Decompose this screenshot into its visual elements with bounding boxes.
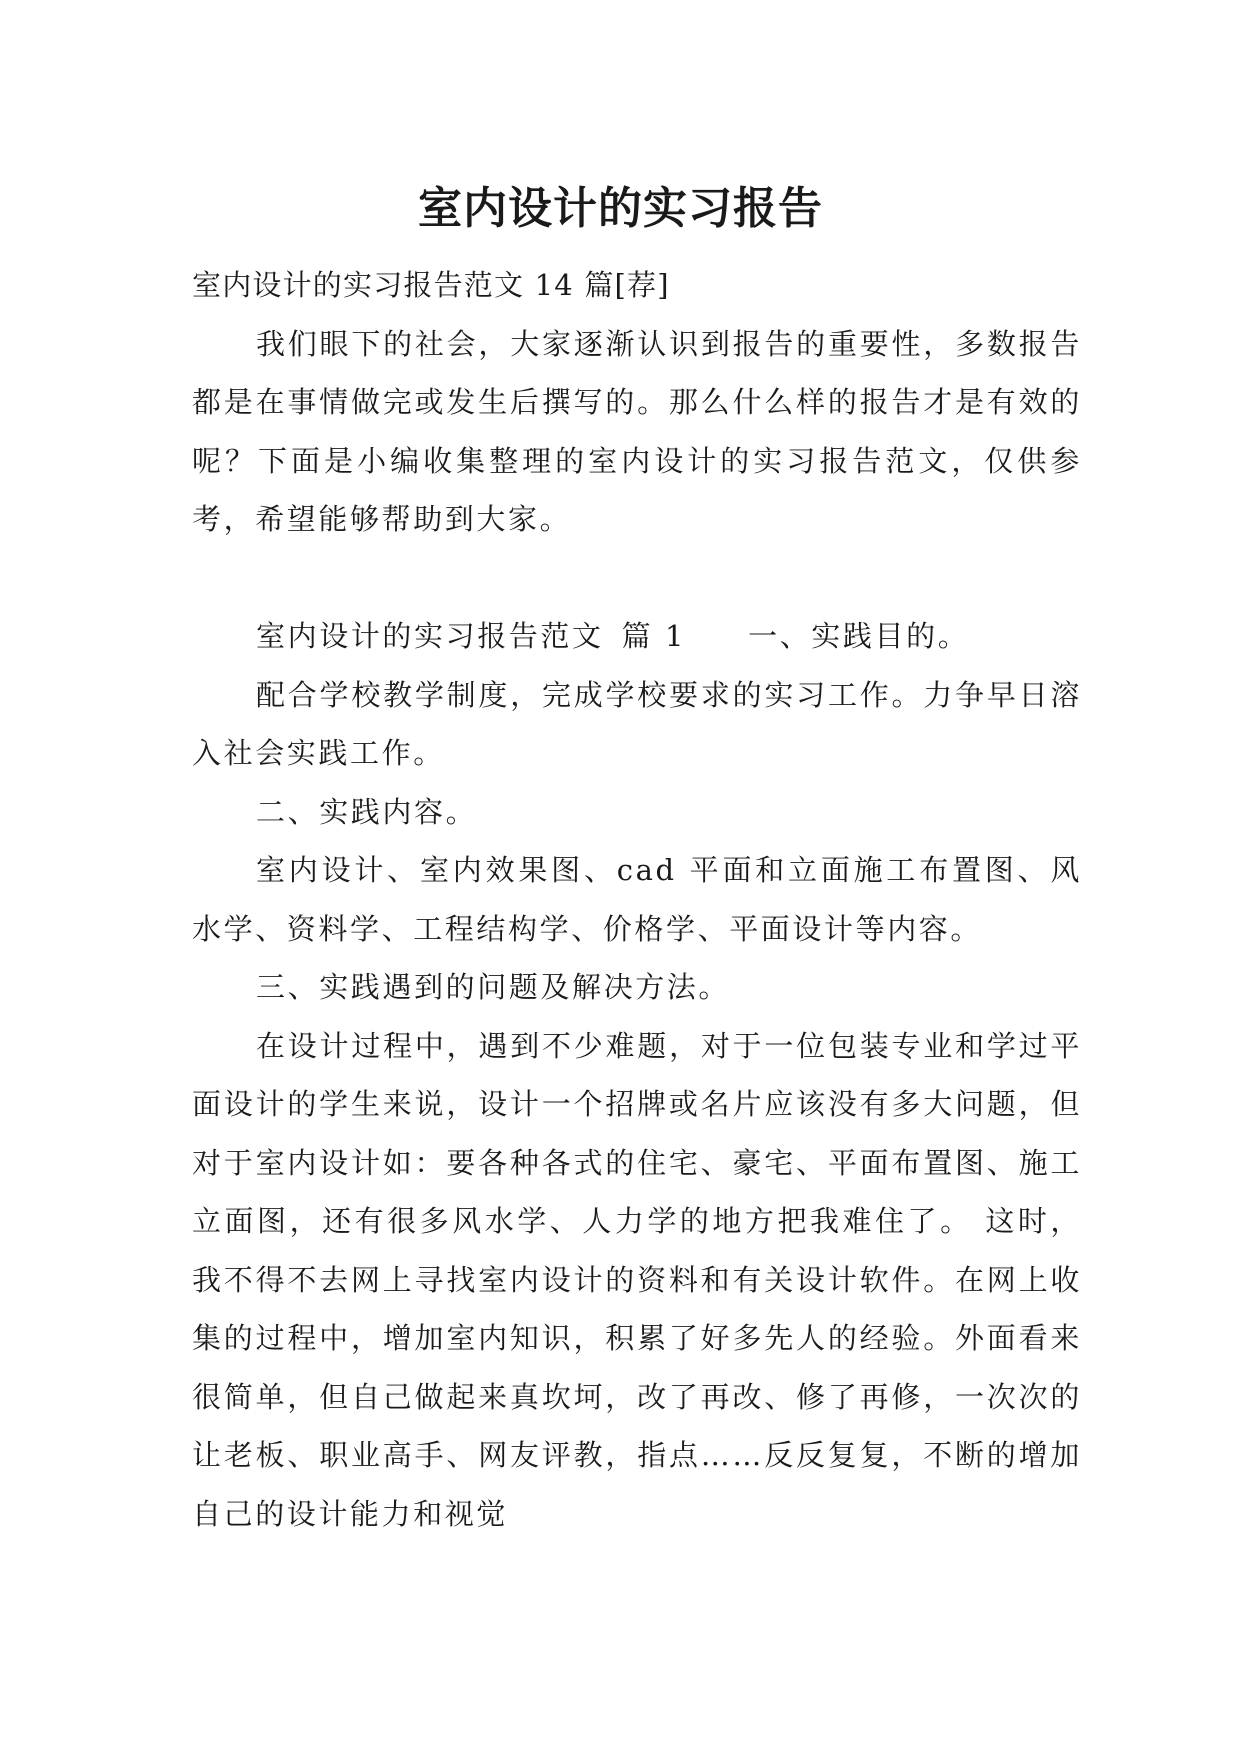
point1-title: 一、实践目的。 [748, 619, 970, 653]
document-subtitle: 室内设计的实习报告范文 14 篇[荐] [192, 268, 670, 302]
paragraph-spacer [192, 549, 1082, 608]
point1-paragraph: 配合学校教学制度，完成学校要求的实习工作。力争早日溶入社会实践工作。 [192, 677, 1082, 770]
point3-title: 三、实践遇到的问题及解决方法。 [256, 970, 731, 1004]
section-heading: 室内设计的实习报告范文 [256, 619, 604, 653]
section-heading-line [192, 607, 1082, 666]
point2-paragraph: 室内设计、室内效果图、cad 平面和立面施工布置图、风水学、资料学、工程结构学、价格学、平面设计等内容。 [192, 853, 1082, 946]
section-number: 篇 1 [621, 619, 687, 653]
point2-title: 二、实践内容。 [256, 794, 478, 829]
document-title: 室内设计的实习报告 [418, 183, 823, 235]
document-body [192, 256, 1082, 1543]
intro-paragraph: 我们眼下的社会，大家逐渐认识到报告的重要性，多数报告都是在事情做完或发生后撰写的。那么什么样的报告才是有效的呢？下面是小编收集整理的室内设计的实习报告范文，仅供参考，希望能够帮助到大家。 [192, 326, 1082, 536]
point3-paragraph: 在设计过程中，遇到不少难题，对于一位包装专业和学过平面设计的学生来说，设计一个招牌或名片应该没有多大问题，但对于室内设计如：要各种各式的住宅、豪宅、平面布置图、施工立面图，还有很多风水学、人力学的地方把我难住了。 这时，我不得不去网上寻找室内设计的资料和有关设计软件。在网上收集的过程中，增加室内知识，积累了好多先人的经验。外面看来很简单，但自己做起来真坎坷，改了再改、修了再修，一次次的让老板、职业高手、网友评教，指点……反反复复，不断的增加自己的设计能力和视觉 [192, 1028, 1082, 1531]
